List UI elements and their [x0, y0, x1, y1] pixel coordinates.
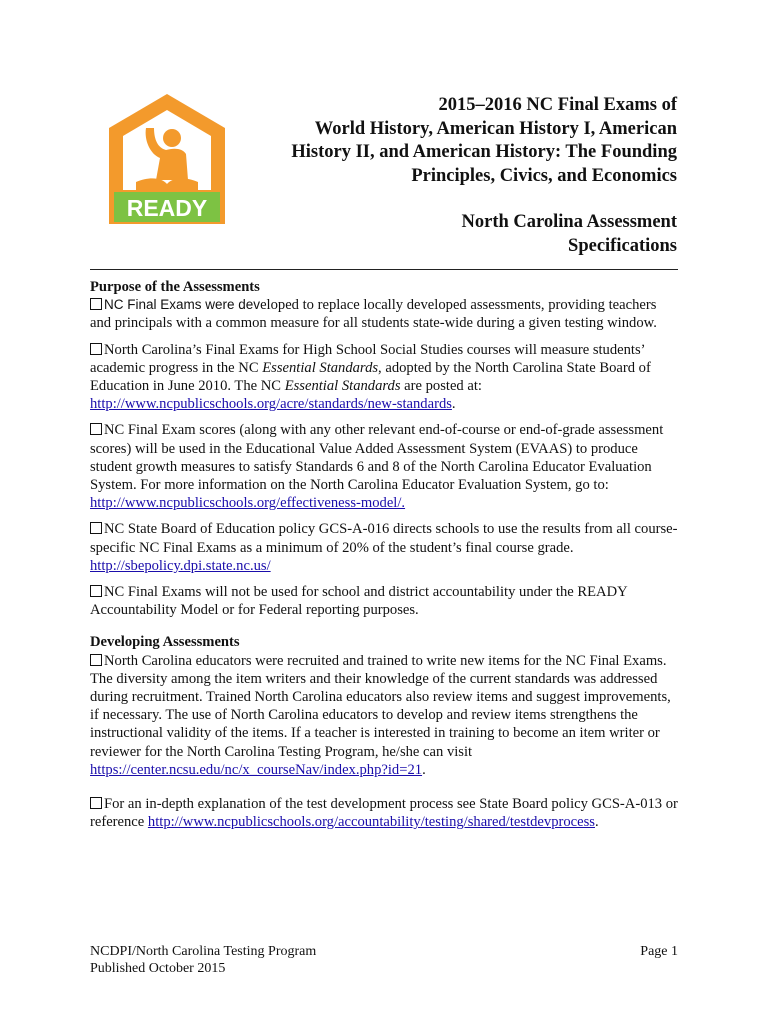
checkbox-icon	[90, 654, 102, 666]
paragraph: NC Final Exam scores (along with any other relevant end-of-course or end-of-grade assessment scores) will be used in the Educational Value Added Assessment System (EVAAS) to produce student growth measures to satisfy Standards 6 and 8 of the North Carolina Educator Evaluation System. For more information on the North Carolina Educator Evaluation System, go to: http://www.ncpublicschools.org/effectiveness-model/.	[90, 422, 664, 512]
checkbox-icon	[90, 797, 102, 809]
checkbox-icon	[90, 522, 102, 534]
testdevprocess-link[interactable]: http://www.ncpublicschools.org/accountability/testing/shared/testdevprocess	[147, 814, 595, 831]
logo-text: READY	[126, 195, 208, 221]
title-line: Principles, Civics, and Economics	[411, 165, 677, 186]
section-heading-purpose: Purpose of the Assessments	[90, 279, 260, 295]
title-line: 2015–2016 NC Final Exams of	[438, 95, 677, 115]
checkbox-icon	[90, 298, 102, 310]
document-body	[90, 278, 680, 839]
page-number: Page 1	[640, 944, 678, 959]
subtitle-line: North Carolina Assessment	[461, 212, 677, 232]
footer-program: NCDPI/North Carolina Testing Program	[90, 944, 317, 959]
paragraph: NC State Board of Education policy GCS-A-016 directs schools to use the results from all course-specific NC Final Exams as a minimum of 20% of the student’s final course grade. http://sbepolicy.dpi.state.nc.us/	[90, 521, 678, 574]
checkbox-icon	[90, 585, 102, 597]
subtitle-line: Specifications	[568, 235, 677, 256]
paragraph: NC Final Exams were developed to replace locally developed assessments, providing teachers and principals with a common measure for all students state-wide during a given testing window.	[90, 297, 657, 332]
paragraph: NC Final Exams will not be used for school and district accountability under the READY Accountability Model or for Federal reporting purposes.	[90, 584, 628, 619]
title-line: History II, and American History: The Founding	[291, 142, 677, 162]
header-divider	[90, 269, 678, 270]
checkbox-icon	[90, 423, 102, 435]
paragraph: North Carolina educators were recruited and trained to write new items for the NC Final Exams. The diversity among the item writers and their knowledge of the current standards was addressed during recruitment. Trained North Carolina educators also review items and suggest improvements, if necessary. The use of North Carolina educators to develop and review items strengthens the instructional validity of the items. If a teacher is interested in training to become an item writer or reviewer for the North Carolina Testing Program, he/she can visit https://center.ncsu.edu/nc/x_courseNav/index.php?id=21.	[90, 652, 671, 778]
document-title	[227, 94, 677, 258]
footer-published: Published October 2015	[90, 961, 226, 976]
standards-link[interactable]: http://www.ncpublicschools.org/acre/standards/new-standards	[90, 396, 452, 413]
page-footer	[90, 943, 678, 977]
checkbox-icon	[90, 343, 102, 355]
section-heading-developing: Developing Assessments	[90, 634, 240, 651]
course-nav-link[interactable]: https://center.ncsu.edu/nc/x_courseNav/index.php?id=21	[90, 761, 423, 778]
paragraph: North Carolina’s Final Exams for High School Social Studies courses will measure students’ academic progress in the NC Essential Standards, adopted by the North Carolina State Board of Education in June 2010. The NC Essential Standards are posted at: http://www.ncpublicschools.org/acre/standards/new-standards.	[90, 341, 651, 413]
ready-logo	[106, 92, 228, 232]
title-line: World History, American History I, American	[314, 118, 677, 139]
ready-logo-graphic	[106, 92, 228, 232]
paragraph: For an in-depth explanation of the test development process see State Board policy GCS-A-013 or reference http://www.ncpublicschools.org/accountability/testing/shared/testdevprocess.	[90, 796, 678, 831]
sbepolicy-link[interactable]: http://sbepolicy.dpi.state.nc.us/	[90, 557, 271, 574]
effectiveness-model-link[interactable]: http://www.ncpublicschools.org/effectiveness-model/.	[90, 495, 406, 512]
